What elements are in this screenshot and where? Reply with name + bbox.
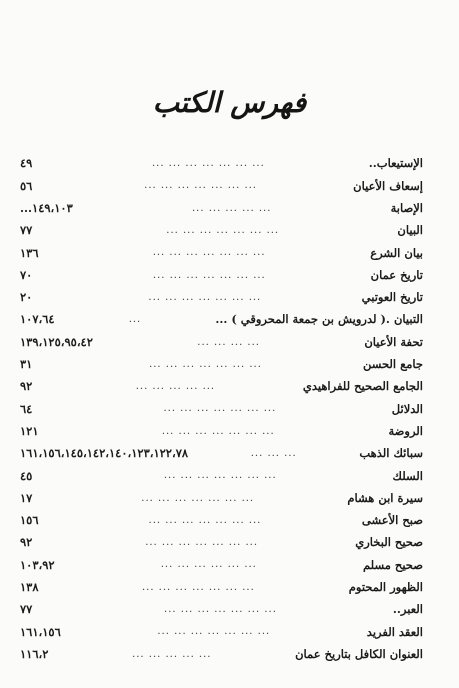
leader-dots: ... ... ... ... ... ... ... (151, 159, 265, 170)
book-name: تاريخ العوتبي (361, 290, 423, 305)
leader-dots: ... ... ... ... ... (135, 382, 216, 393)
index-entry (20, 198, 423, 220)
index-entry (20, 398, 423, 420)
book-name: الإصابة (390, 200, 423, 215)
page-numbers: ١٣٦ (20, 245, 39, 260)
page-numbers: ٧٧ (20, 602, 33, 617)
leader-dots: ... ... ... ... (197, 337, 260, 348)
index-entry (20, 175, 423, 197)
index-entry (20, 153, 423, 175)
page-numbers: ١٦١،١٥٦،١٤٥،١٤٢،١٤٠،١٢٣،١٢٢،٧٨ (20, 446, 189, 461)
book-name: السلك (392, 468, 423, 483)
leader-dots: ... ... ... ... ... ... ... (161, 426, 275, 437)
page-numbers: ١٢١ (20, 423, 39, 438)
index-entry (20, 264, 423, 286)
book-name: الدلائل (391, 401, 423, 416)
book-name: الروضة (388, 423, 423, 438)
index-entry (20, 421, 423, 443)
index-entry (20, 554, 423, 576)
leader-dots: ... ... ... ... ... ... ... (148, 292, 262, 303)
leader-dots: ... ... ... ... ... ... ... (141, 582, 255, 593)
leader-dots: ... ... ... ... ... ... (160, 560, 257, 571)
leader-dots: ... ... ... ... ... ... ... (157, 627, 271, 638)
index-entry (20, 443, 423, 465)
page-numbers: ٤٥ (20, 468, 33, 483)
book-name: سيرة ابن هشام (347, 490, 423, 505)
book-name: صحيح مسلم (363, 557, 423, 572)
leader-dots: ... ... ... ... ... ... ... (144, 181, 257, 192)
index-entry (20, 309, 423, 331)
page-numbers: ١٤٩،١٠٣... (20, 200, 73, 215)
leader-dots: ... ... ... ... ... ... ... (163, 404, 277, 415)
page-numbers: ٧٧ (20, 223, 33, 238)
book-name: الجامع الصحيح للفراهيدي (302, 379, 423, 394)
page-numbers: ١٥٦ (20, 513, 39, 528)
book-name: تاريخ عمان (370, 267, 423, 282)
index-entry (20, 599, 423, 621)
book-name: صحيح البخاري (355, 535, 423, 550)
index-entry (20, 577, 423, 599)
page-numbers: ٢٠ (20, 290, 33, 305)
leader-dots: ... ... ... ... ... ... ... (149, 359, 262, 370)
book-name: التبيان .( لدرويش بن جمعة المحروقي ) ... (215, 312, 423, 327)
page-numbers: ٤٩ (20, 156, 33, 171)
leader-dots: ... ... ... ... ... (192, 203, 272, 214)
page-numbers: ١٦١،١٥٦ (20, 624, 61, 639)
leader-dots: ... ... ... ... ... ... ... (164, 605, 277, 616)
page-title: فهرس الكتب (152, 86, 307, 119)
index-entry (20, 287, 423, 309)
index-entry (20, 510, 423, 532)
book-name: جامع الحسن (362, 357, 423, 372)
leader-dots: ... ... ... ... ... ... ... (152, 248, 266, 259)
book-name: العبر.. (392, 602, 423, 617)
leader-dots: ... ... ... ... ... ... ... (166, 226, 280, 237)
page-numbers: ١٧ (20, 490, 33, 505)
index-entry (20, 487, 423, 509)
page-numbers: ١٣٩،١٢٥،٩٥،٤٢ (20, 334, 93, 349)
book-name: الإستيعاب.. (368, 156, 423, 171)
leader-dots: ... ... ... ... ... ... ... (148, 515, 262, 526)
index-entry (20, 376, 423, 398)
index-entry (20, 331, 423, 353)
book-name: صبح الأعشى (361, 513, 423, 528)
book-name: إسعاف الأعيان (353, 178, 423, 193)
index-entry (20, 465, 423, 487)
leader-dots: ... ... ... ... ... ... ... (141, 493, 255, 504)
index-entry (20, 532, 423, 554)
leader-dots: ... (128, 315, 142, 326)
index-entry (20, 354, 423, 376)
page-numbers: ٥٦ (20, 178, 33, 193)
page-numbers: ٧٠ (20, 267, 33, 282)
book-name: العنوان الكافل بتاريخ عمان (295, 646, 423, 661)
book-name: العقد الفريد (366, 624, 423, 639)
book-name: بيان الشرع (370, 245, 423, 260)
page-numbers: ١٠٣،٩٢ (20, 557, 55, 572)
leader-dots: ... ... ... (250, 449, 297, 459)
leader-dots: ... ... ... ... ... ... ... (152, 270, 266, 281)
index-list (20, 153, 423, 666)
page-numbers: ١٠٧،٦٤ (20, 312, 55, 327)
page-numbers: ٦٤ (20, 401, 33, 416)
index-entry (20, 242, 423, 264)
page-numbers: ٩٢ (20, 535, 33, 550)
index-entry (20, 621, 423, 643)
page-numbers: ٣١ (20, 357, 33, 372)
leader-dots: ... ... ... ... ... (132, 649, 212, 660)
index-entry (20, 644, 423, 666)
book-name: تحفة الأعيان (364, 334, 423, 349)
page-numbers: ٩٢ (20, 379, 33, 394)
index-entry (20, 220, 423, 242)
book-name: سبائك الذهب (359, 446, 423, 461)
book-name: الظهور المحتوم (348, 580, 423, 595)
leader-dots: ... ... ... ... ... ... ... (163, 471, 277, 482)
leader-dots: ... ... ... ... ... ... ... (145, 538, 259, 549)
page-numbers: ١٣٨ (20, 580, 39, 595)
book-name: البيان (397, 223, 423, 238)
page-numbers: ١١٦،٢ (20, 646, 49, 661)
